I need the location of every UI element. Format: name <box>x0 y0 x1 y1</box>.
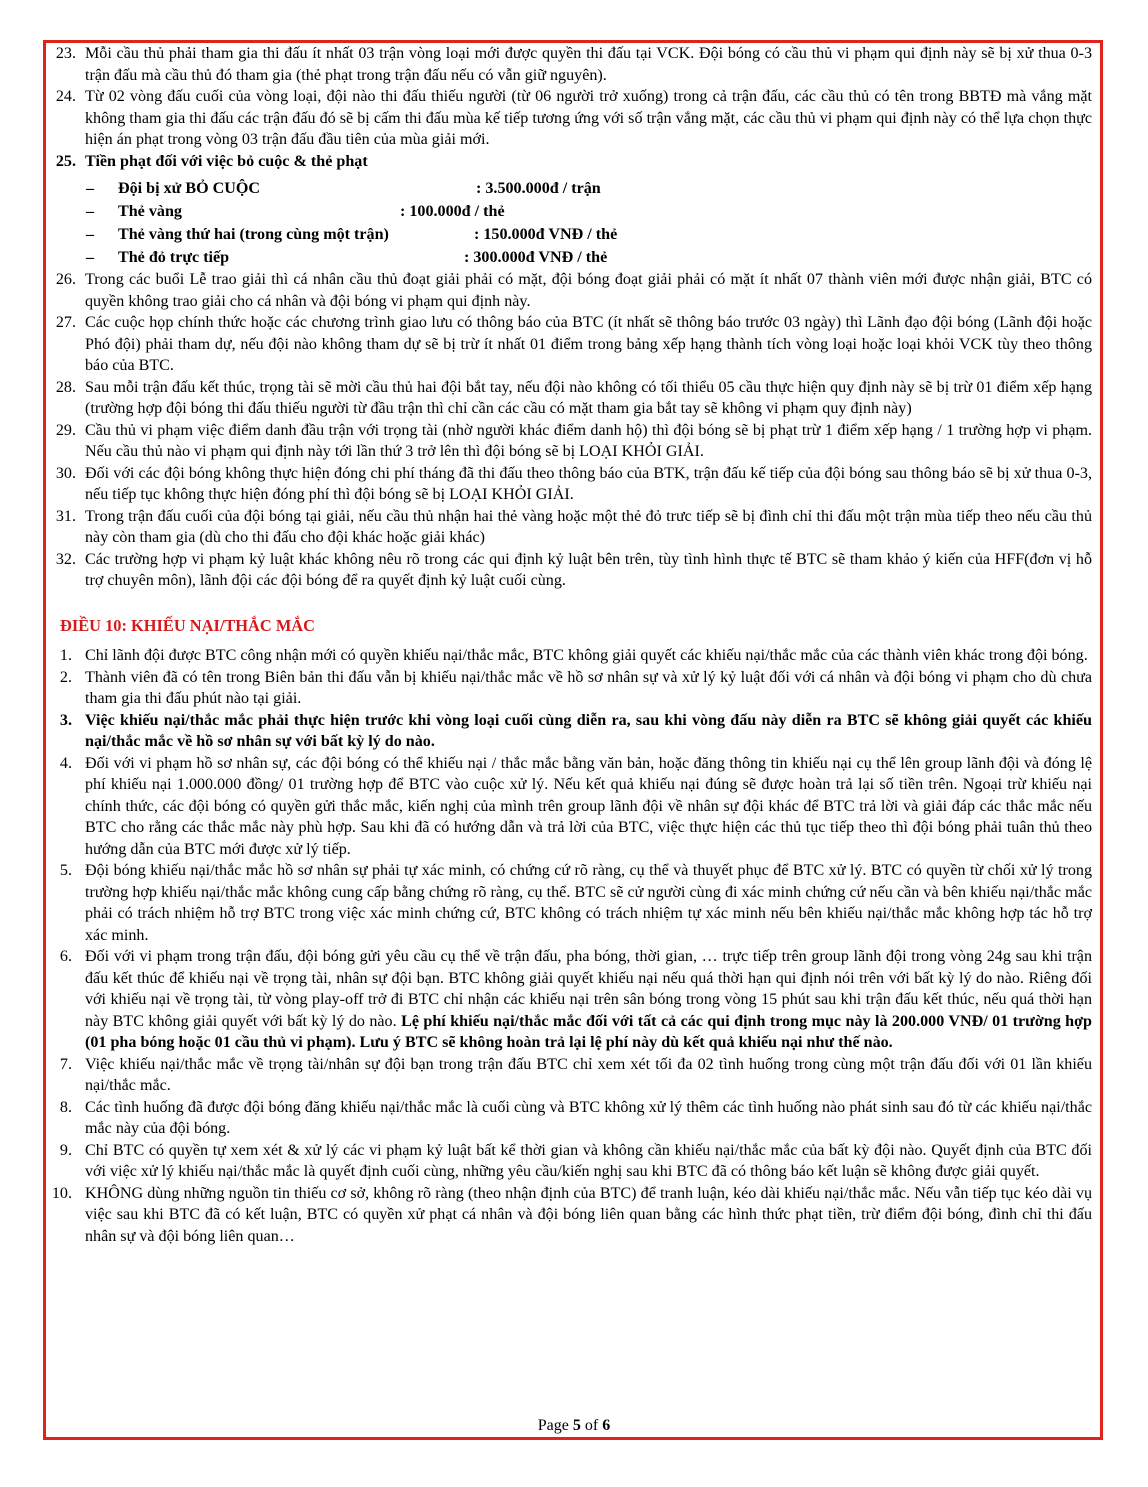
page-footer: Page 5 of 6 <box>537 1417 611 1434</box>
rule-23 <box>48 43 1098 86</box>
rule-28: 28. Sau mỗi trận đấu kết thúc, trọng tài sẽ mời cầu thủ hai đội bắt tay, nếu đội nào không có tối thiểu 05 cầu thực hiện quy định này sẽ bị trừ 01 điểm xếp hạng (trường hợp đội bóng thi đấu thiếu người từ đầu trận thì chỉ cần các cầu có mặt tham gia bắt tay sẽ không vi phạm quy định này) <box>55 378 1092 417</box>
complaint-rule-8: 8. Các tình huống đã được đội bóng đăng khiếu nại/thắc mắc là cuối cùng và BTC không xử lý thêm các tình huống nào phát sinh sau đó từ các khiếu nại/thắc mắc này của đội bóng. <box>59 1098 1092 1137</box>
section-heading: ĐIỀU 10: KHIẾU NẠI/THẮC MẮC <box>60 615 315 635</box>
complaint-rule-1: 1. Chỉ lãnh đội được BTC công nhận mới có quyền khiếu nại/thắc mắc, BTC không giải quyết các khiếu nại/thắc mắc của các thành viên khác trong đội bóng. <box>59 647 1088 664</box>
fine-amount: : 3.500.000đ / trận <box>476 180 601 197</box>
rule-text: Sau mỗi trận đấu kết thúc, trọng tài sẽ mời cầu thủ hai đội bắt tay, nếu đội nào không có tối thiểu 05 cầu thực hiện quy định này sẽ bị trừ 01 điểm xếp hạng (trường hợp đội bóng thi đấu thiếu người từ đầu trận thì chỉ cần các cầu có mặt tham gia bắt tay sẽ không vi phạm quy định này) <box>85 378 1092 417</box>
rule-text: Đối với vi phạm hồ sơ nhân sự, các đội bóng có thể khiếu nại / thắc mắc bằng văn bản, hoặc đăng thông tin khiếu nại cụ thể lên group lãnh đội và đóng lệ phí khiếu nại 1.000.000 đồng/ 01 trường hợp để BTC vào cuộc xử lý. Nếu kết quả khiếu nại đúng sẽ được hoàn trả lại số tiền trên. Ngoại trừ khiếu nại chính thức, các đội bóng có quyền gửi thắc mắc, kiến nghị của mình trên group lãnh đội về nhân sự đội khác để BTC trả lời và giải đáp các thắc mắc nếu BTC cho rằng các thắc mắc này phù hợp. Sau khi đã có hướng dẫn và trả lời của BTC, việc thực hiện các thủ tục tiếp theo thì đội bóng phải tuân thủ theo hướng dẫn của BTC mới được xử lý tiếp. <box>85 754 1092 858</box>
fines-list <box>48 177 1098 269</box>
rule-text: Các trường hợp vi phạm kỷ luật khác không nêu rõ trong các qui định kỷ luật bên trên, tùy tình hình thực tế BTC sẽ tham khảo ý kiến của HFF(đơn vị hỗ trợ chuyên môn), lãnh đội các đội bóng để ra quyết định kỷ luật cuối cùng. <box>85 550 1092 589</box>
fine-label: Thẻ đỏ trực tiếp <box>118 249 230 266</box>
rule-26: 26. Trong các buổi Lễ trao giải thì cá nhân cầu thủ đoạt giải phải có mặt, đội bóng đoạt giải phải có mặt ít nhất 07 thành viên mới được nhận giải, BTC có quyền không trao giải cho cá nhân và đội bóng vi phạm qui định này. <box>55 271 1092 310</box>
complaint-rule-6: 6. Đối với vi phạm trong trận đấu, đội bóng gửi yêu cầu cụ thể về trận đấu, pha bóng, thời gian, … trực tiếp trên group lãnh đội trong vòng 24g sau khi trận đấu kết thúc để khiếu nại về trọng tài, nhân sự đội bạn. BTC không giải quyết khiếu nại nếu quá thời hạn qui định nói trên với bất kỳ lý do nào. Riêng đối với khiếu nại về trọng tài, từ vòng play-off trở đi BTC chỉ nhận các khiếu nại trên sân bóng trong vòng 15 phút sau khi trận đấu kết thúc, nếu quá thời hạn này BTC không giải quyết với bất kỳ lý do nào. Lệ phí khiếu nại/thắc mắc đối với tất cả các qui định trong mục này là 200.000 VNĐ/ 01 trường hợp (01 pha bóng hoặc 01 cầu thủ vi phạm). Lưu ý BTC sẽ không hoàn trả lại lệ phí này dù kết quả khiếu nại như thế nào. <box>59 948 1092 1051</box>
rule-text: Thành viên đã có tên trong Biên bản thi đấu vẫn bị khiếu nại/thắc mắc về hồ sơ nhân sự và xử lý kỷ luật đối với cá nhân và đội bóng vi phạm cho dù chưa tham gia thi đấu phút nào tại giải. <box>85 668 1092 707</box>
rule-text: Cầu thủ vi phạm việc điểm danh đầu trận với trọng tài (nhờ người khác điểm danh hộ) thì đội bóng sẽ bị phạt trừ 1 điểm xếp hạng / 1 trường hợp vi phạm. Nếu cầu thủ nào vi phạm qui định này tới lần thứ 3 trở lên thì đội bóng sẽ bị LOẠI KHỎI GIẢI. <box>85 421 1092 460</box>
rule-27: 27. Các cuộc họp chính thức hoặc các chương trình giao lưu có thông báo của BTC (ít nhất sẽ thông báo trước 03 ngày) thì Lãnh đạo đội bóng (Lãnh đội hoặc Phó đội) phải tham dự, nếu đội nào không tham dự sẽ bị trừ ít nhất 01 điểm trong bảng xếp hạng thành tích vòng loại hoặc loại khỏi VCK tùy theo thông báo của BTC. <box>55 314 1092 374</box>
complaint-rule-2: 2. Thành viên đã có tên trong Biên bản thi đấu vẫn bị khiếu nại/thắc mắc về hồ sơ nhân sự và xử lý kỷ luật đối với cá nhân và đội bóng vi phạm cho dù chưa tham gia thi đấu phút nào tại giải. <box>59 668 1092 707</box>
rule-number: 23. <box>55 45 76 62</box>
rule-text: Mỗi cầu thủ phải tham gia thi đấu ít nhất 03 trận vòng loại mới được quyền thi đấu tại VCK. Đội bóng có cầu thủ vi phạm qui định này sẽ bị xử thua 0-3 trận đấu mà cầu thủ đó tham gia (thẻ phạt trong trận đấu nếu có vẫn giữ nguyên). <box>85 45 1092 84</box>
fine-amount: : 150.000đ VNĐ / thẻ <box>474 226 618 243</box>
complaint-rule-7: 7. Việc khiếu nại/thắc mắc về trọng tài/nhân sự đội bạn trong trận đấu BTC chỉ xem xét tối đa 02 tình huống trong cùng một trận đấu đối với 01 lần khiếu nại/thắc mắc. <box>59 1055 1092 1094</box>
fine-item-yellow-card: – Thẻ vàng : 100.000đ / thẻ <box>48 200 1098 223</box>
rule-text: Đội bóng khiếu nại/thắc mắc hồ sơ nhân sự phải tự xác minh, có chứng cứ rõ ràng, cụ thể và thuyết phục để BTC xử lý. BTC có quyền từ chối xử lý trong trường hợp khiếu nại/thắc mắc không cung cấp bằng chứng rõ ràng, cụ thể. BTC sẽ cử người cùng đi xác minh chứng cứ nếu cần và bên khiếu nại/thắc mắc phải có trách nhiệm hỗ trợ BTC trong việc xác minh chứng cứ, BTC không có trách nhiệm tự xác minh nếu bên khiếu nại/thắc mắc không hợp tác hỗ trợ xác minh. <box>85 862 1092 944</box>
complaint-rule-3: 3. Việc khiếu nại/thắc mắc phải thực hiện trước khi vòng loại cuối cùng diễn ra, sau khi vòng đấu này diễn ra BTC sẽ không giải quyết các khiếu nại/thắc mắc về hồ sơ nhân sự với bất kỳ lý do nào. <box>59 711 1092 750</box>
rule-31: 31. Trong trận đấu cuối của đội bóng tại giải, nếu cầu thủ nhận hai thẻ vàng hoặc một thẻ đỏ trưc tiếp sẽ bị đình chỉ thi đấu một trận mùa tiếp theo nếu cầu thủ này còn tham gia (dù cho thi đấu cho đội khác hoặc giải khác) <box>55 507 1092 546</box>
rule-text: Tiền phạt đối với việc bỏ cuộc & thẻ phạt <box>85 152 368 170</box>
fine-item-red-card: – Thẻ đỏ trực tiếp : 300.000đ VNĐ / thẻ <box>48 246 1098 269</box>
rule-text: Đối với vi phạm trong trận đấu, đội bóng gửi yêu cầu cụ thể về trận đấu, pha bóng, thời gian, … trực tiếp trên group lãnh đội trong vòng 24g sau khi trận đấu kết thúc để khiếu nại về trọng tài, nhân sự đội bạn. BTC không giải quyết khiếu nại nếu quá thời hạn qui định nói trên với bất kỳ lý do nào. Riêng đối với khiếu nại về trọng tài, từ vòng play-off trở đi BTC chỉ nhận các khiếu nại trên sân bóng trong vòng 15 phút sau khi trận đấu kết thúc, nếu quá thời hạn này BTC không giải quyết với bất kỳ lý do nào. <box>85 948 1092 1030</box>
rule-text: Từ 02 vòng đấu cuối của vòng loại, đội nào thi đấu thiếu người (từ 06 người trở xuống) trong cả trận đấu, các cầu thủ có tên trong BBTĐ mà vắng mặt không tham gia thi đấu các trận đấu đó sẽ bị cấm thi đấu mùa kế tiếp tương ứng với số trận vắng mặt, các cầu thủ vi phạm qui định này có thể lựa chọn thực hiện án phạt trong vòng 03 trận đấu đầu tiên của mùa giải mới. <box>85 88 1092 148</box>
fine-amount: : 100.000đ / thẻ <box>400 203 505 220</box>
rule-text: Chỉ BTC có quyền tự xem xét & xử lý các vi phạm kỷ luật bất kể thời gian và không cần khiếu nại/thắc mắc của bất kỳ đội nào. Quyết định của BTC đối với việc xử lý khiếu nại/thắc mắc là quyết định cuối cùng, những yêu cầu/kiến nghị sau khi BTC đã có thông báo kết luận sẽ không được giải quyết. <box>85 1141 1092 1180</box>
rule-text: Đối với các đội bóng không thực hiện đóng chi phí tháng đã thi đấu theo thông báo của BTK, trận đấu kế tiếp của đội bóng sau thông báo sẽ bị xử thua 0-3, nếu tiếp tục không thực hiện đóng phí thì đội bóng sẽ bị LOẠI KHỎI GIẢI. <box>85 464 1092 503</box>
fine-label: Thẻ vàng <box>118 203 182 220</box>
rule-text: KHÔNG dùng những nguồn tin thiếu cơ sở, không rõ ràng (theo nhận định của BTC) để tranh luận, kéo dài khiếu nại/thắc mắc. Nếu vẫn tiếp tục kéo dài vụ việc sau khi BTC đã có kết luận, BTC có quyền xử phạt cá nhân và đội bóng liên quan bằng các hình thức phạt tiền, trừ điểm đội bóng, đình chỉ thi đấu nhân sự và đội bóng liên quan… <box>85 1184 1092 1245</box>
rule-text: Trong các buổi Lễ trao giải thì cá nhân cầu thủ đoạt giải phải có mặt, đội bóng đoạt giải phải có mặt ít nhất 07 thành viên mới được nhận giải, BTC có quyền không trao giải cho cá nhân và đội bóng vi phạm qui định này. <box>85 271 1092 310</box>
fine-label: Đội bị xử BỎ CUỘC <box>118 180 260 197</box>
fine-amount: : 300.000đ VNĐ / thẻ <box>464 249 608 266</box>
rule-24 <box>48 86 1098 151</box>
rule-text: Trong trận đấu cuối của đội bóng tại giải, nếu cầu thủ nhận hai thẻ vàng hoặc một thẻ đỏ trưc tiếp sẽ bị đình chỉ thi đấu một trận mùa tiếp theo nếu cầu thủ này còn tham gia (dù cho thi đấu cho đội khác hoặc giải khác) <box>85 507 1092 546</box>
rule-25 <box>48 151 1098 173</box>
fee-notice: Lệ phí khiếu nại/thắc mắc đối với tất cả các qui định trong mục này là 200.000 VNĐ/ 01 trường hợp (01 pha bóng hoặc 01 cầu thủ vi phạm). Lưu ý BTC sẽ không hoàn trả lại lệ phí này dù kết quả khiếu nại như thế nào. <box>85 1012 1092 1051</box>
complaint-rule-10: 10. KHÔNG dùng những nguồn tin thiếu cơ sở, không rõ ràng (theo nhận định của BTC) để tranh luận, kéo dài khiếu nại/thắc mắc. Nếu vẫn tiếp tục kéo dài vụ việc sau khi BTC đã có kết luận, BTC có quyền xử phạt cá nhân và đội bóng liên quan bằng các hình thức phạt tiền, trừ điểm đội bóng, đình chỉ thi đấu nhân sự và đội bóng liên quan… <box>51 1184 1092 1245</box>
rule-text: Chỉ lãnh đội được BTC công nhận mới có quyền khiếu nại/thắc mắc, BTC không giải quyết các khiếu nại/thắc mắc của các thành viên khác trong đội bóng. <box>85 647 1088 664</box>
rule-text: Các cuộc họp chính thức hoặc các chương trình giao lưu có thông báo của BTC (ít nhất sẽ thông báo trước 03 ngày) thì Lãnh đạo đội bóng (Lãnh đội hoặc Phó đội) phải tham dự, nếu đội nào không tham dự sẽ bị trừ ít nhất 01 điểm trong bảng xếp hạng thành tích vòng loại hoặc loại khỏi VCK tùy theo thông báo của BTC. <box>85 314 1092 374</box>
discipline-rules-list <box>48 43 1098 172</box>
complaint-rule-5: 5. Đội bóng khiếu nại/thắc mắc hồ sơ nhân sự phải tự xác minh, có chứng cứ rõ ràng, cụ thể và thuyết phục để BTC xử lý. BTC có quyền từ chối xử lý trong trường hợp khiếu nại/thắc mắc không cung cấp bằng chứng rõ ràng, cụ thể. BTC sẽ cử người cùng đi xác minh chứng cứ nếu cần và bên khiếu nại/thắc mắc phải có trách nhiệm hỗ trợ BTC trong việc xác minh chứng cứ, BTC không có trách nhiệm tự xác minh nếu bên khiếu nại/thắc mắc không hợp tác hỗ trợ xác minh. <box>59 862 1092 944</box>
complaint-rule-9: 9. Chỉ BTC có quyền tự xem xét & xử lý các vi phạm kỷ luật bất kể thời gian và không cần khiếu nại/thắc mắc của bất kỳ đội nào. Quyết định của BTC đối với việc xử lý khiếu nại/thắc mắc là quyết định cuối cùng, những yêu cầu/kiến nghị sau khi BTC đã có thông báo kết luận sẽ không được giải quyết. <box>59 1141 1092 1180</box>
total-page-number: 6 <box>602 1417 611 1434</box>
fine-item-second-yellow: – Thẻ vàng thứ hai (trong cùng một trận) : 150.000đ VNĐ / thẻ <box>48 223 1098 246</box>
rule-29: 29. Cầu thủ vi phạm việc điểm danh đầu trận với trọng tài (nhờ người khác điểm danh hộ) thì đội bóng sẽ bị phạt trừ 1 điểm xếp hạng / 1 trường hợp vi phạm. Nếu cầu thủ nào vi phạm qui định này tới lần thứ 3 trở lên thì đội bóng sẽ bị LOẠI KHỎI GIẢI. <box>55 421 1092 460</box>
document-body <box>48 43 1098 1247</box>
discipline-rules-list-continued <box>48 269 1098 592</box>
rule-text: Việc khiếu nại/thắc mắc về trọng tài/nhân sự đội bạn trong trận đấu BTC chỉ xem xét tối đa 02 tình huống trong cùng một trận đấu đối với 01 lần khiếu nại/thắc mắc. <box>85 1055 1092 1094</box>
rule-number: 24. <box>55 88 76 105</box>
rule-text: Việc khiếu nại/thắc mắc phải thực hiện trước khi vòng loại cuối cùng diễn ra, sau khi vòng đấu này diễn ra BTC sẽ không giải quyết các khiếu nại/thắc mắc về hồ sơ nhân sự với bất kỳ lý do nào. <box>85 711 1092 750</box>
current-page-number: 5 <box>572 1417 581 1434</box>
rule-number: 25. <box>55 152 76 170</box>
rule-32: 32. Các trường hợp vi phạm kỷ luật khác không nêu rõ trong các qui định kỷ luật bên trên, tùy tình hình thực tế BTC sẽ tham khảo ý kiến của HFF(đơn vị hỗ trợ chuyên môn), lãnh đội các đội bóng để ra quyết định kỷ luật cuối cùng. <box>55 550 1092 589</box>
complaints-list <box>48 645 1098 1247</box>
rule-30: 30. Đối với các đội bóng không thực hiện đóng chi phí tháng đã thi đấu theo thông báo của BTK, trận đấu kế tiếp của đội bóng sau thông báo sẽ bị xử thua 0-3, nếu tiếp tục không thực hiện đóng phí thì đội bóng sẽ bị LOẠI KHỎI GIẢI. <box>55 464 1092 503</box>
complaint-rule-4: 4. Đối với vi phạm hồ sơ nhân sự, các đội bóng có thể khiếu nại / thắc mắc bằng văn bản, hoặc đăng thông tin khiếu nại cụ thể lên group lãnh đội và đóng lệ phí khiếu nại 1.000.000 đồng/ 01 trường hợp để BTC vào cuộc xử lý. Nếu kết quả khiếu nại đúng sẽ được hoàn trả lại số tiền trên. Ngoại trừ khiếu nại chính thức, các đội bóng có quyền gửi thắc mắc, kiến nghị của mình trên group lãnh đội về nhân sự đội khác để BTC trả lời và giải đáp các thắc mắc nếu BTC cho rằng các thắc mắc này phù hợp. Sau khi đã có hướng dẫn và trả lời của BTC, việc thực hiện các thủ tục tiếp theo thì đội bóng phải tuân thủ theo hướng dẫn của BTC mới được xử lý tiếp. <box>59 754 1092 858</box>
fine-item-forfeit: – Đội bị xử BỎ CUỘC : 3.500.000đ / trận <box>48 177 1098 200</box>
rule-text: Các tình huống đã được đội bóng đăng khiếu nại/thắc mắc là cuối cùng và BTC không xử lý thêm các tình huống nào phát sinh sau đó từ các khiếu nại/thắc mắc này của đội bóng. <box>85 1098 1092 1137</box>
fine-label: Thẻ vàng thứ hai (trong cùng một trận) <box>118 226 389 243</box>
